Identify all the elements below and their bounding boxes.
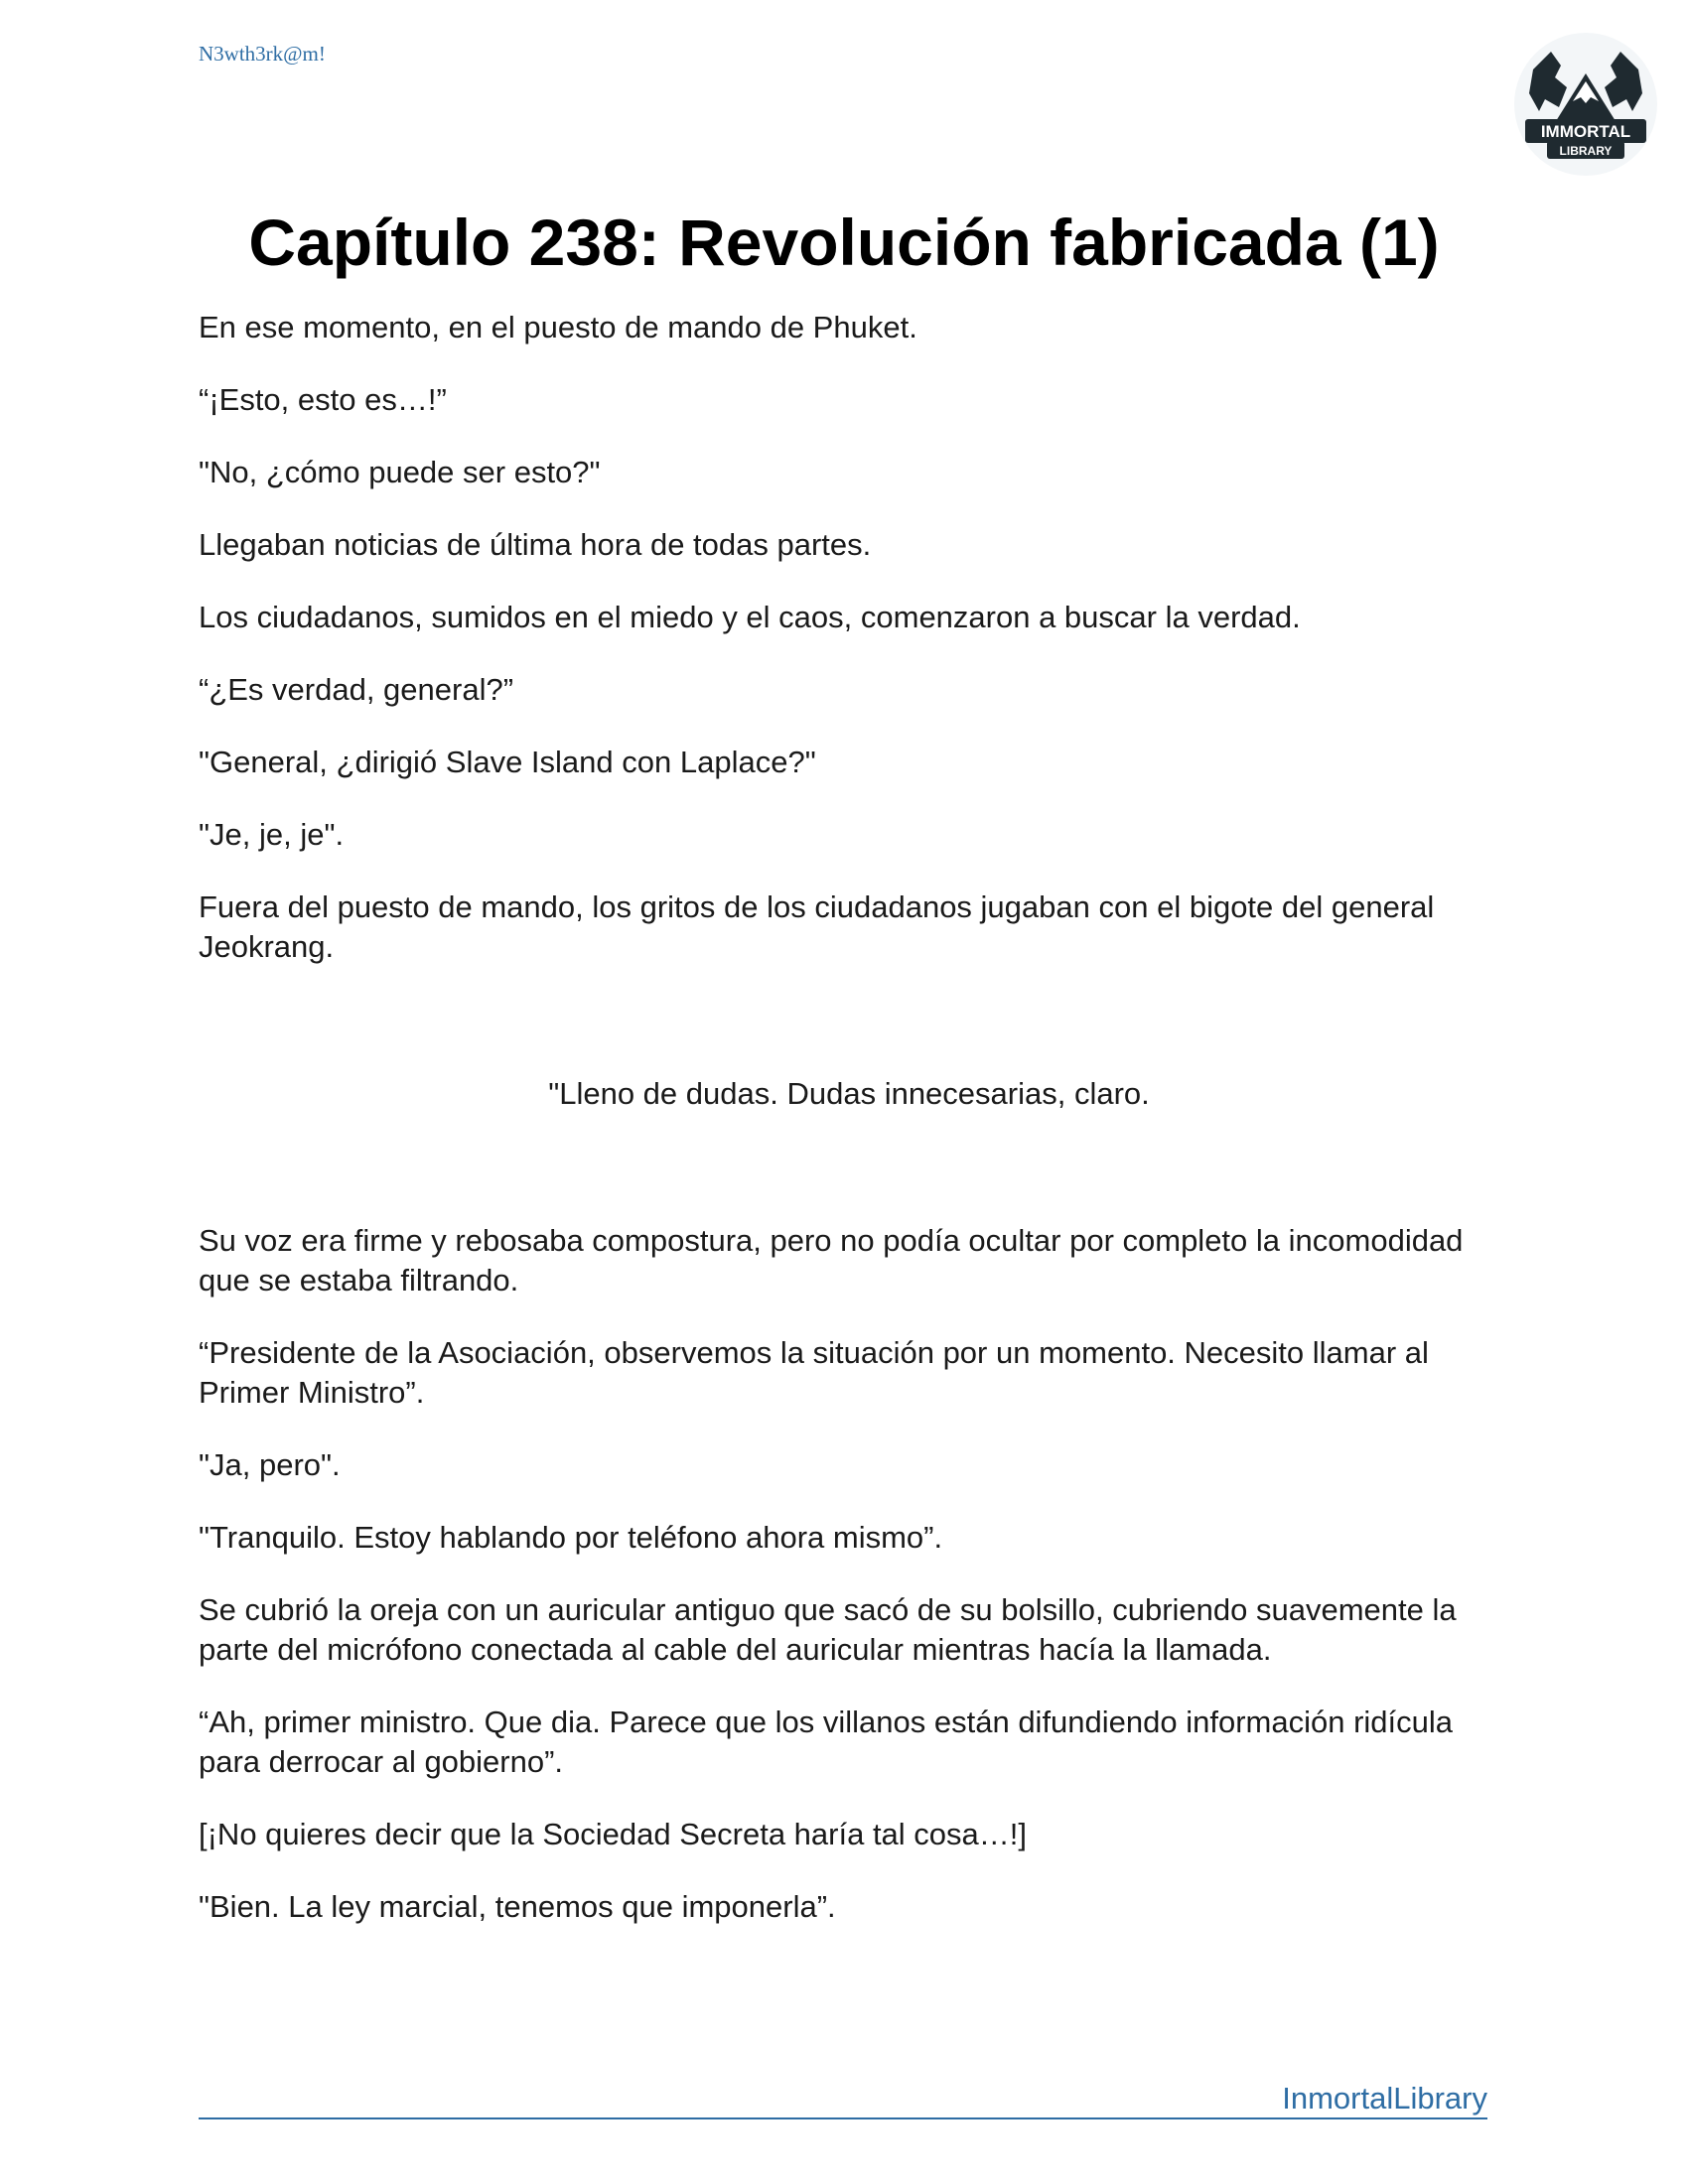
paragraph: “¿Es verdad, general?”: [199, 672, 514, 707]
paragraph: “¡Esto, esto es…!”: [199, 382, 447, 417]
paragraph: “Ah, primer ministro. Que dia. Parece que los villanos están difundiendo información ridícula para derrocar al gobierno”.: [199, 1705, 1454, 1779]
paragraph: [¡No quieres decir que la Sociedad Secreta haría tal cosa…!]: [199, 1817, 1028, 1851]
footer-divider: [199, 2117, 1487, 2119]
immortal-library-logo-icon: [1511, 30, 1660, 179]
logo-line1: IMMORTAL: [1540, 122, 1631, 141]
logo-line2: LIBRARY: [1559, 144, 1613, 158]
footer-link[interactable]: InmortalLibrary: [1282, 2081, 1487, 2116]
chapter-body: [199, 308, 1499, 1960]
paragraph: Llegaban noticias de última hora de todas partes.: [199, 527, 872, 562]
paragraph: Fuera del puesto de mando, los gritos de los ciudadanos jugaban con el bigote del general Jeokrang.: [199, 889, 1435, 964]
paragraph: "General, ¿dirigió Slave Island con Laplace?": [199, 745, 816, 779]
paragraph: Se cubrió la oreja con un auricular antiguo que sacó de su bolsillo, cubriendo suavemente la parte del micrófono conectada al cable del auricular mientras hacía la llamada.: [199, 1592, 1457, 1667]
paragraph: "Bien. La ley marcial, tenemos que imponerla”.: [199, 1889, 836, 1924]
paragraph: Su voz era firme y rebosaba compostura, pero no podía ocultar por completo la incomodidad que se estaba filtrando.: [199, 1223, 1464, 1297]
paragraph: "Ja, pero".: [199, 1447, 341, 1482]
paragraph: "Tranquilo. Estoy hablando por teléfono ahora mismo”.: [199, 1520, 943, 1555]
paragraph: Los ciudadanos, sumidos en el miedo y el caos, comenzaron a buscar la verdad.: [199, 600, 1301, 634]
header-tag: N3wth3rk@m!: [199, 42, 326, 66]
page-title: Capítulo 238: Revolución fabricada (1): [248, 205, 1440, 279]
centered-paragraph: "Lleno de dudas. Dudas innecesarias, claro.: [548, 1076, 1150, 1111]
paragraph: “Presidente de la Asociación, observemos la situación por un momento. Necesito llamar al Primer Ministro”.: [199, 1335, 1429, 1410]
paragraph: "Je, je, je".: [199, 817, 345, 852]
paragraph: "No, ¿cómo puede ser esto?": [199, 455, 601, 489]
paragraph: En ese momento, en el puesto de mando de Phuket.: [199, 310, 917, 344]
